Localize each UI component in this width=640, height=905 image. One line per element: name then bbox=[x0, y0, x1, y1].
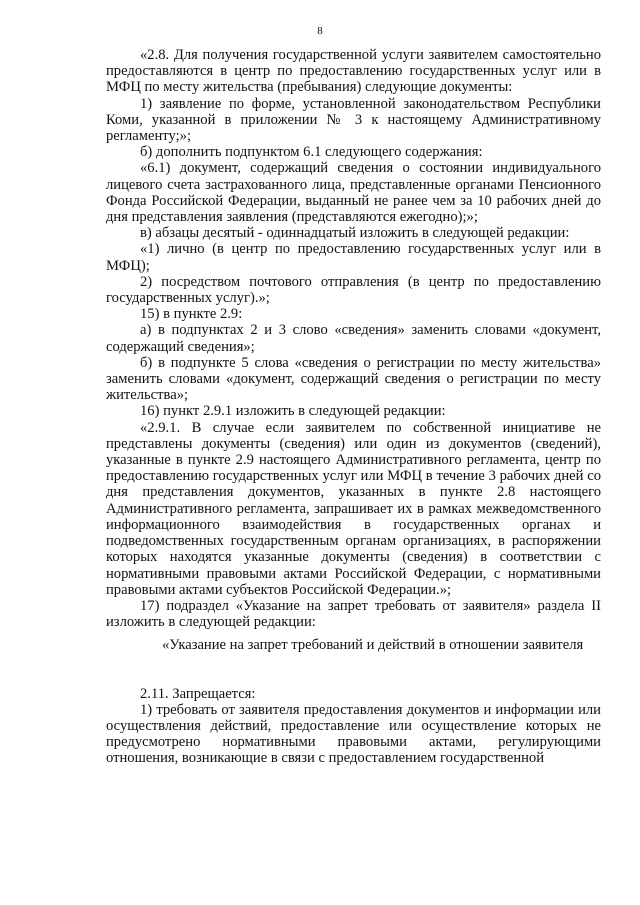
paragraph-15a: а) в подпунктах 2 и 3 слово «сведения» заменить словами «документ, содержащий сведения»; bbox=[106, 322, 601, 355]
spacer bbox=[106, 670, 601, 686]
page-number: 8 bbox=[317, 25, 323, 37]
document-body bbox=[106, 47, 601, 767]
paragraph-2-11-1: 1) требовать от заявителя предоставления документов и информации или осуществления действий, предоставление или осуществление которых не предусмотрено нормативными правовыми актами, регулирующими отношения, возникающие в связи с предоставлением государственной bbox=[106, 701, 601, 767]
paragraph-16: 16) пункт 2.9.1 изложить в следующей редакции: bbox=[140, 403, 446, 420]
spacer bbox=[106, 630, 601, 637]
paragraph-2-8: «2.8. Для получения государственной услуги заявителем самостоятельно предоставляются в центр по предоставлению государственных услуг или в МФЦ по месту жительства (пребывания) следующие документы: bbox=[106, 47, 601, 96]
paragraph-15: 15) в пункте 2.9: bbox=[140, 306, 243, 323]
paragraph-17: 17) подраздел «Указание на запрет требовать от заявителя» раздела II изложить в следующей редакции: bbox=[106, 597, 601, 631]
paragraph-lichno: «1) лично (в центр по предоставлению государственных услуг или в МФЦ); bbox=[106, 241, 601, 274]
paragraph-v: в) абзацы десятый - одиннадцатый изложить в следующей редакции: bbox=[140, 225, 570, 242]
paragraph-2-9-1: «2.9.1. В случае если заявителем по собственной инициативе не представлены документы (сведения) или один из документов (сведений), указанные в пункте 2.9 настоящего Административного регламента, центр по предоставлению государственных услуг или МФЦ в течение 3 рабочих дней со дня представления документов, указанных в пункте 2.8 настоящего Административного регламента, запрашивает их в рамках межведомственного информационного взаимодействия в государственных органах и подведомственных государственным органам организациях, в распоряжении которых находятся указанные документы (сведения) в соответствии с нормативными правовыми актами Российской Федерации, с нормативными правовыми актами субъектов Российской Федерации.»; bbox=[106, 419, 601, 598]
paragraph-6-1: «6.1) документ, содержащий сведения о состоянии индивидуального лицевого счета застрахованного лица, представленные органами Пенсионного Фонда Российской Федерации, выданный не ранее чем за 10 рабочих дней до дня представления заявления (представляются ежегодно);»; bbox=[106, 160, 601, 226]
paragraph-b: б) дополнить подпунктом 6.1 следующего содержания: bbox=[140, 144, 483, 161]
paragraph-15b: б) в подпункте 5 слова «сведения о регистрации по месту жительства» заменить словами «документ, содержащий сведения о регистрации по месту жительства»; bbox=[106, 354, 601, 404]
paragraph-pochta: 2) посредством почтового отправления (в центр по предоставлению государственных услуг).»; bbox=[106, 273, 601, 307]
paragraph-2-11: 2.11. Запрещается: bbox=[140, 685, 256, 702]
subsection-heading: «Указание на запрет требований и действий в отношении заявителя bbox=[162, 637, 584, 654]
paragraph-item-1: 1) заявление по форме, установленной законодательством Республики Коми, указанной в приложении № 3 к настоящему Административному регламенту;»; bbox=[106, 95, 601, 145]
spacer bbox=[106, 654, 601, 670]
